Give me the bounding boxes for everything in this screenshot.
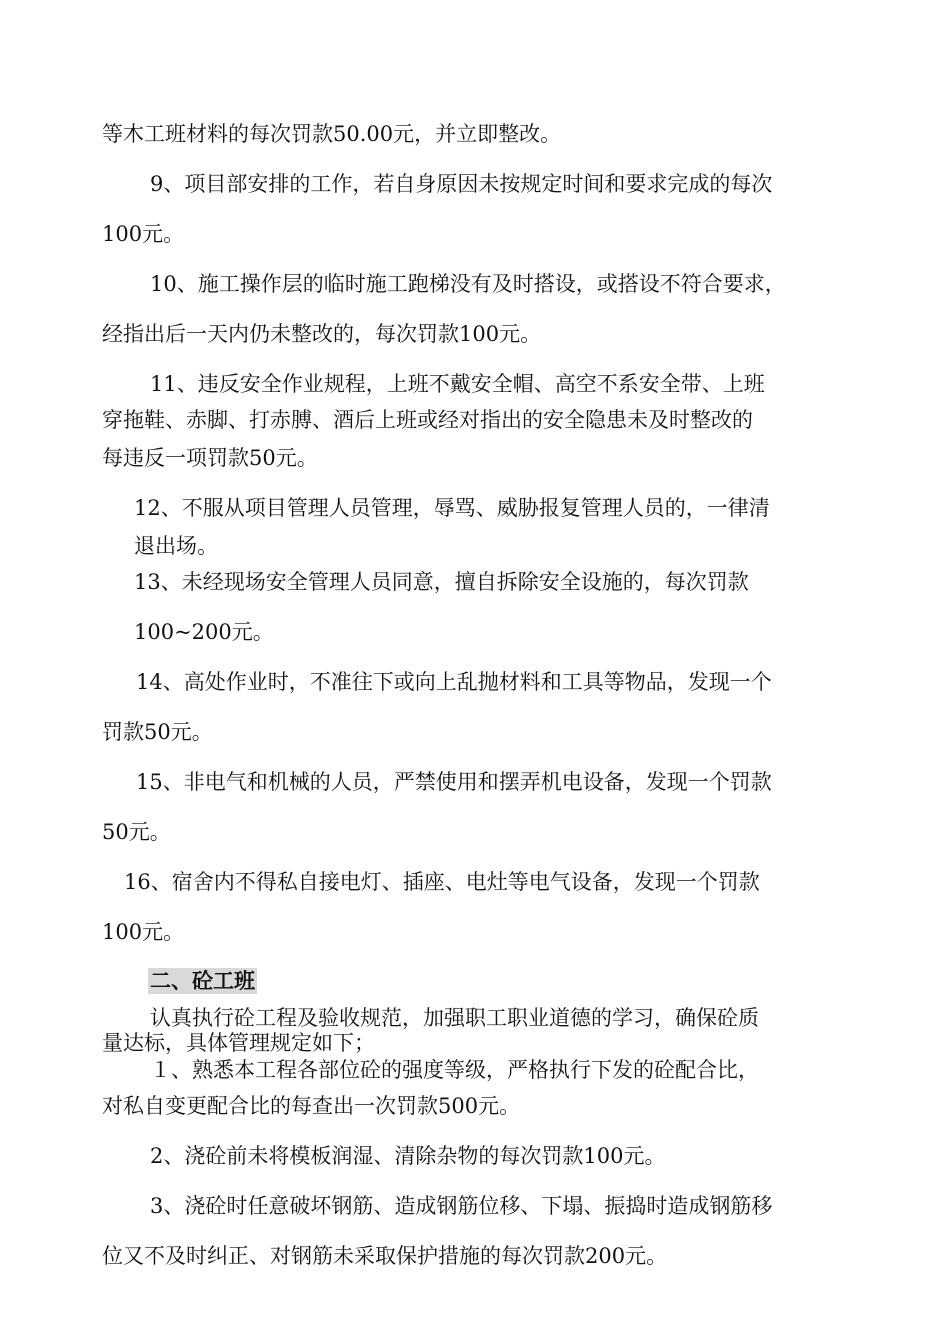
- section-heading: 二、砼工班: [150, 968, 255, 993]
- text-line: 10、施工操作层的临时施工跑梯没有及时搭设，或搭设不符合要求，: [150, 272, 786, 296]
- text-line: 13、未经现场安全管理人员同意，擅自拆除安全设施的，每次罚款: [134, 570, 749, 594]
- text-line: 经指出后一天内仍未整改的，每次罚款100元。: [102, 322, 542, 346]
- text-line: 认真执行砼工程及验收规范，加强职工职业道德的学习，确保砼质: [150, 1006, 759, 1030]
- text-line: 11、违反安全作业规程，上班不戴安全帽、高空不系安全带、上班: [150, 372, 765, 396]
- text-line: 3、浇砼时任意破坏钢筋、造成钢筋位移、下塌、振捣时造成钢筋移: [150, 1194, 773, 1218]
- text-line: 位又不及时纠正、对钢筋未采取保护措施的每次罚款200元。: [102, 1244, 668, 1268]
- text-line: 罚款50元。: [102, 720, 213, 744]
- text-line: 14、高处作业时，不准往下或向上乱抛材料和工具等物品，发现一个: [136, 670, 772, 694]
- text-line: 每违反一项罚款50元。: [102, 446, 318, 470]
- text-line: 2、浇砼前未将模板润湿、清除杂物的每次罚款100元。: [150, 1144, 666, 1168]
- text-line: 量达标，具体管理规定如下；: [102, 1031, 375, 1055]
- text-line: 9、项目部安排的工作，若自身原因未按规定时间和要求完成的每次: [150, 172, 773, 196]
- text-line: 100元。: [102, 920, 185, 944]
- text-line: 16、宿舍内不得私自接电灯、插座、电灶等电气设备，发现一个罚款: [124, 870, 760, 894]
- text-line: 等木工班材料的每次罚款50.00元，并立即整改。: [102, 122, 562, 146]
- text-line: １、熟悉本工程各部位砼的强度等级，严格执行下发的砼配合比，: [150, 1058, 759, 1082]
- text-line: 50元。: [102, 820, 171, 844]
- text-line: 12、不服从项目管理人员管理，辱骂、威胁报复管理人员的，一律清: [134, 496, 770, 520]
- text-line: 15、非电气和机械的人员，严禁使用和摆弄机电设备，发现一个罚款: [136, 770, 772, 794]
- text-line: 穿拖鞋、赤脚、打赤膊、酒后上班或经对指出的安全隐患未及时整改的: [102, 408, 753, 432]
- text-line: 100元。: [102, 222, 185, 246]
- text-line: 100~200元。: [134, 620, 274, 644]
- text-line: 对私自变更配合比的每查出一次罚款500元。: [102, 1094, 521, 1118]
- text-line: 退出场。: [134, 534, 218, 558]
